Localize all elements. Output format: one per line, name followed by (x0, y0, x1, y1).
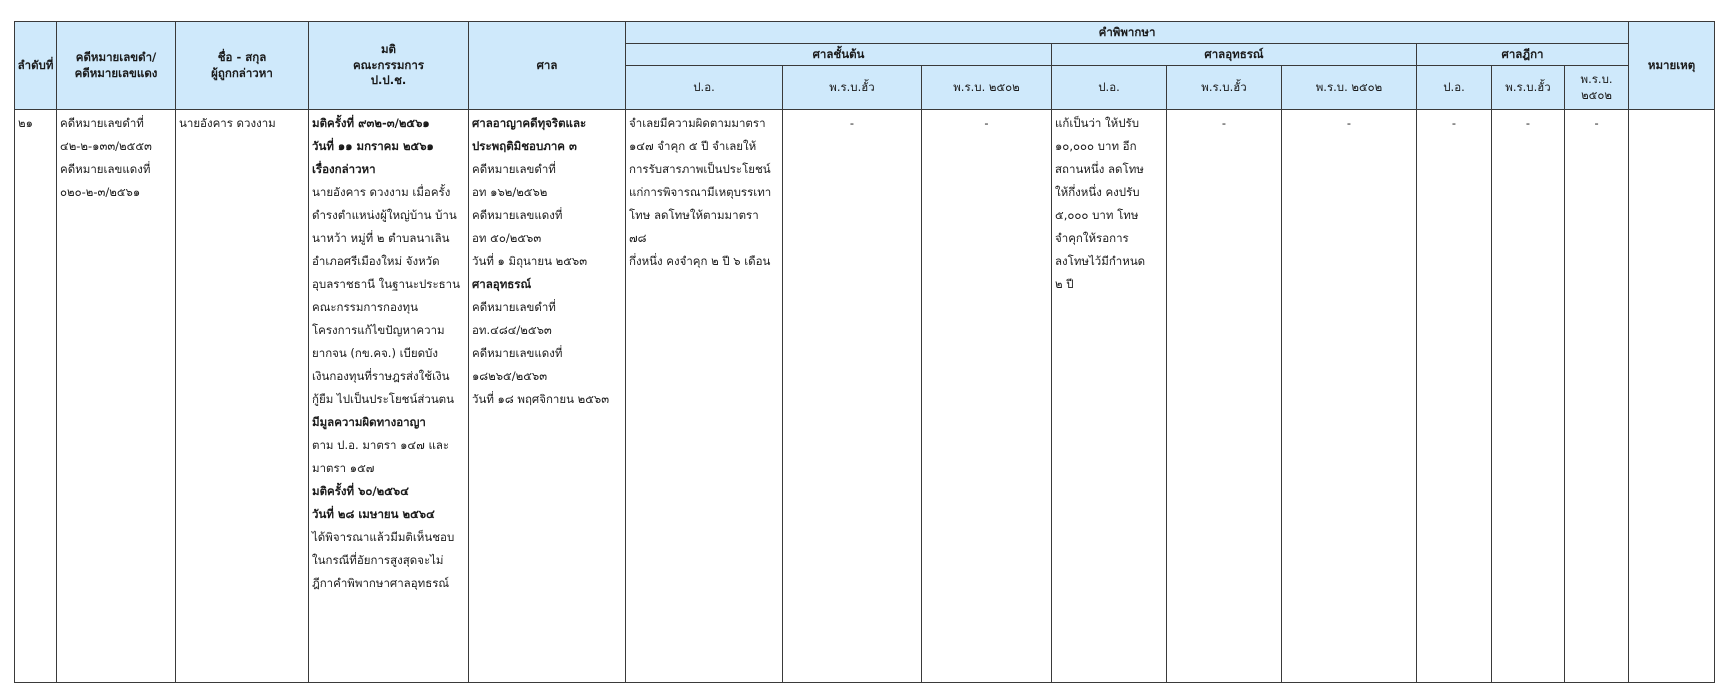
first-po-line: โทษ ลดโทษให้ตามมาตรา ๗๘ (629, 208, 759, 245)
header-first-po: ป.อ. (626, 66, 783, 110)
header-case-line: คดีหมายเลขแดง (74, 65, 158, 80)
header-first-prb-2502: พ.ร.บ. ๒๕๐๒ (922, 66, 1052, 110)
header-first-court: ศาลชั้นต้น (626, 44, 1052, 66)
resolution-line: อุบลราชธานี ในฐานะประธาน (312, 277, 460, 291)
header-appeal-prb-rua: พ.ร.บ.ฮั้ว (1167, 66, 1282, 110)
first-po-line: ๑๔๗ จำคุก ๕ ปี จำเลยให้ (629, 139, 757, 153)
appeal-po-line: ๑๐,๐๐๐ บาท อีก (1055, 139, 1137, 153)
resolution-line: ฎีกาคำพิพากษาศาลอุทธรณ์ (312, 576, 450, 590)
table-row (15, 110, 1715, 683)
resolution-line: ได้พิจารณาแล้วมีมติเห็นชอบ (312, 530, 455, 544)
court-line: คดีหมายเลขดำที่ (472, 300, 556, 314)
resolution-line: มาตรา ๑๕๗ (312, 461, 375, 475)
court-line: อท ๕๐/๒๕๖๓ (472, 231, 542, 245)
first-po-line: การรับสารภาพเป็นประโยชน์ (629, 162, 771, 176)
appeal-po-line: ลงโทษไว้มีกำหนด (1055, 254, 1146, 268)
cell-nacc-resolution (309, 110, 469, 683)
resolution-line: ดำรงตำแหน่งผู้ใหญ่บ้าน บ้าน (312, 208, 457, 222)
resolution-line: มีมูลความผิดทางอาญา (312, 415, 426, 429)
court-line: ศาลอุทธรณ์ (472, 277, 532, 291)
header-appeal-po: ป.อ. (1052, 66, 1167, 110)
resolution-line: นายอังคาร ดวงงาม เมื่อครั้ง (312, 185, 451, 199)
judgment-table-container (14, 21, 1714, 683)
header-appeal-prb-2502: พ.ร.บ. ๒๕๐๒ (1282, 66, 1417, 110)
header-appeal-court: ศาลอุทธรณ์ (1052, 44, 1417, 66)
header-resolution-line: คณะกรรมการ (352, 57, 425, 72)
resolution-line: มติครั้งที่ ๖๐/๒๕๖๔ (312, 484, 409, 498)
resolution-line: คณะกรรมการกองทุน (312, 300, 418, 314)
resolution-line: ตาม ป.อ. มาตรา ๑๔๗ และ (312, 438, 450, 452)
resolution-line: วันที่ ๑๑ มกราคม ๒๕๖๑ (312, 139, 434, 153)
resolution-line: วันที่ ๒๘ เมษายน ๒๕๖๔ (312, 507, 435, 521)
header-court: ศาล (469, 22, 626, 110)
court-line: คดีหมายเลขแดงที่ (472, 208, 563, 222)
appeal-po-line: ๒ ปี (1055, 277, 1074, 291)
court-line: ประพฤติมิชอบภาค ๓ (472, 139, 577, 153)
header-supreme-prb-2502 (1565, 66, 1629, 110)
cell-appeal-court-po (1052, 110, 1167, 683)
header-no: ลำดับที่ (15, 22, 57, 110)
appeal-po-line: ให้กึ่งหนึ่ง คงปรับ (1055, 185, 1140, 199)
header-nacc-resolution (309, 22, 469, 110)
appeal-po-line: แก้เป็นว่า ให้ปรับ (1055, 116, 1140, 130)
judgment-table (14, 21, 1715, 683)
first-po-line: กึ่งหนึ่ง คงจำคุก ๒ ปี ๖ เดือน (629, 254, 771, 268)
first-po-line: แก่การพิจารณามีเหตุบรรเทา (629, 185, 772, 199)
header-remark: หมายเหตุ (1629, 22, 1715, 110)
appeal-po-line: ๕,๐๐๐ บาท โทษ (1055, 208, 1139, 222)
header-judgment: คำพิพากษา (626, 22, 1629, 44)
resolution-line: เรื่องกล่าวหา (312, 162, 376, 176)
header-resolution-line: ป.ป.ช. (370, 73, 407, 88)
case-line: ๔๒-๒-๑๓๓/๒๕๕๓ (60, 139, 152, 153)
cell-accused-name: นายอังคาร ดวงงาม (176, 110, 309, 683)
court-line: อท.๔๘๔/๒๕๖๓ (472, 323, 552, 337)
header-name-line: ผู้ถูกกล่าวหา (211, 65, 273, 80)
case-line: คดีหมายเลขแดงที่ (60, 162, 151, 176)
cell-first-court-po (626, 110, 783, 683)
case-line: ๐๒๐-๒-๓/๒๕๖๑ (60, 185, 141, 199)
court-line: วันที่ ๑ มิถุนายน ๒๕๖๓ (472, 254, 588, 268)
cell-first-court-prb-rua: - (783, 110, 922, 683)
resolution-line: ยากจน (กข.คจ.) เบียดบัง (312, 346, 438, 360)
court-line: ๑๘๒๖๕/๒๕๖๓ (472, 369, 548, 383)
cell-remark (1629, 110, 1715, 683)
cell-supreme-court-prb-rua: - (1492, 110, 1565, 683)
resolution-line: กู้ยืม ไปเป็นประโยชน์ส่วนตน (312, 392, 455, 406)
case-line: คดีหมายเลขดำที่ (60, 116, 144, 130)
first-po-line: จำเลยมีความผิดตามมาตรา (629, 116, 766, 130)
cell-appeal-court-prb-rua: - (1167, 110, 1282, 683)
header-case-line: คดีหมายเลขดำ/ (75, 49, 157, 64)
cell-case-number (57, 110, 176, 683)
court-line: อท ๑๖๒/๒๕๖๒ (472, 185, 548, 199)
cell-first-court-prb-2502: - (922, 110, 1052, 683)
cell-appeal-court-prb-2502: - (1282, 110, 1417, 683)
court-line: ศาลอาญาคดีทุจริตและ (472, 116, 587, 130)
court-line: คดีหมายเลขแดงที่ (472, 346, 563, 360)
cell-court (469, 110, 626, 683)
header-name-line: ชื่อ - สกุล (217, 49, 267, 64)
header-supreme-prb-rua: พ.ร.บ.ฮั้ว (1492, 66, 1565, 110)
resolution-line: อำเภอศรีเมืองใหม่ จังหวัด (312, 254, 440, 268)
resolution-line: โครงการแก้ไขปัญหาความ (312, 323, 445, 337)
appeal-po-line: จำคุกให้รอการ (1055, 231, 1129, 245)
header-case-number (57, 22, 176, 110)
header-accused-name (176, 22, 309, 110)
court-line: คดีหมายเลขดำที่ (472, 162, 556, 176)
header-supreme-po: ป.อ. (1417, 66, 1492, 110)
resolution-line: มติครั้งที่ ๙๓๒-๓/๒๕๖๑ (312, 116, 430, 130)
header-prb-line: พ.ร.บ. (1580, 71, 1613, 86)
appeal-po-line: สถานหนึ่ง ลดโทษ (1055, 162, 1144, 176)
resolution-line: ในกรณีที่อัยการสูงสุดจะไม่ (312, 553, 444, 567)
resolution-line: เงินกองทุนที่ราษฎรส่งใช้เงิน (312, 369, 450, 383)
cell-no: ๒๑ (15, 110, 57, 683)
cell-supreme-court-prb-2502: - (1565, 110, 1629, 683)
cell-supreme-court-po: - (1417, 110, 1492, 683)
header-supreme-court: ศาลฎีกา (1417, 44, 1629, 66)
resolution-line: นาหว้า หมู่ที่ ๒ ตำบลนาเลิน (312, 231, 450, 245)
header-prb-line: ๒๕๐๒ (1581, 87, 1612, 102)
header-first-prb-rua: พ.ร.บ.ฮั้ว (783, 66, 922, 110)
header-resolution-line: มติ (380, 42, 397, 57)
court-line: วันที่ ๑๘ พฤศจิกายน ๒๕๖๓ (472, 392, 610, 406)
